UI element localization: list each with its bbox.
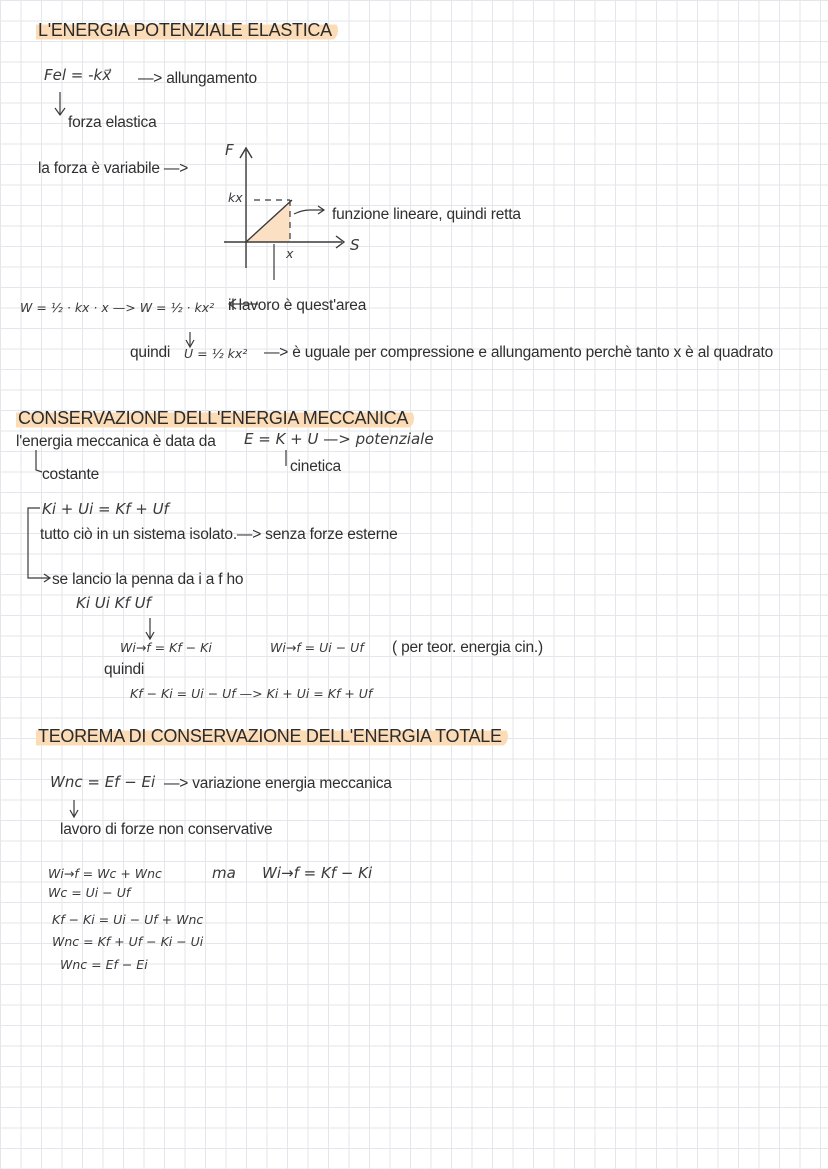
formula-work-potential: Wi→f = Ui − Uf [270, 640, 364, 655]
label-penna: se lancio la penna da i a f ho [52, 571, 244, 588]
label-teorema: ( per teor. energia cin.) [392, 639, 543, 656]
heading-energia-potenziale-elastica: L'ENERGIA POTENZIALE ELASTICA [36, 20, 338, 41]
derivation-line-4: Wnc = Kf + Uf − Ki − Ui [52, 934, 204, 949]
formula-mechanical-energy: E = K + U —> potenziale [244, 430, 434, 448]
label-quindi-2: quindi [104, 661, 145, 678]
label-area: il lavoro è quest'area [228, 297, 367, 314]
formula-work-kinetic: Wi→f = Kf − Ki [120, 640, 212, 655]
label-ma: ma [212, 864, 236, 882]
derivation-line-1: Wi→f = Wc + Wnc [48, 866, 162, 881]
label-isolato: tutto ciò in un sistema isolato.—> senza forze esterne [40, 526, 398, 543]
formula-non-conservative-work: Wnc = Ef − Ei [50, 773, 156, 791]
formula-potential-energy: U = ½ kx² [184, 346, 248, 361]
formula-work: W = ½ · kx · x —> W = ½ · kx² [20, 300, 215, 315]
derivation-line-2: Wc = Ui − Uf [48, 885, 131, 900]
formula-ma: Wi→f = Kf − Ki [262, 864, 373, 882]
row-energy-terms: Ki Ui Kf Uf [76, 594, 151, 612]
graph-x-label: S [350, 236, 360, 254]
derivation-line-3: Kf − Ki = Ui − Uf + Wnc [52, 912, 204, 927]
formula-final: Kf − Ki = Ui − Uf —> Ki + Ui = Kf + Uf [130, 686, 373, 701]
label-forza-elastica: forza elastica [68, 114, 157, 131]
label-variazione: —> variazione energia meccanica [164, 775, 392, 792]
label-costante: costante [42, 466, 99, 483]
label-cinetica: cinetica [290, 458, 341, 475]
label-intro: l'energia meccanica è data da [16, 433, 216, 450]
graph-annotation: funzione lineare, quindi retta [332, 206, 521, 223]
graph-x-tick: x [286, 246, 294, 261]
graph-y-label: F [225, 141, 234, 159]
label-quindi-1: quindi [130, 344, 171, 361]
label-allungamento: —> allungamento [138, 70, 257, 87]
label-uguale: —> è uguale per compressione e allungamento perchè tanto x è al quadrato [264, 344, 774, 361]
label-lavoro-non-conservative: lavoro di forze non conservative [60, 821, 273, 838]
formula-conservation: Ki + Ui = Kf + Uf [42, 500, 169, 518]
formula-elastic-force: Fel = -kx⃗ [44, 66, 112, 84]
heading-teorema-conservazione-energia-totale: TEOREMA DI CONSERVAZIONE DELL'ENERGIA TOTALE [36, 726, 508, 747]
label-forza-variabile: la forza è variabile —> [38, 160, 189, 177]
graph-y-tick: kx [228, 190, 243, 205]
heading-conservazione-energia-meccanica: CONSERVAZIONE DELL'ENERGIA MECCANICA [16, 408, 414, 429]
derivation-line-5: Wnc = Ef − Ei [60, 957, 148, 972]
